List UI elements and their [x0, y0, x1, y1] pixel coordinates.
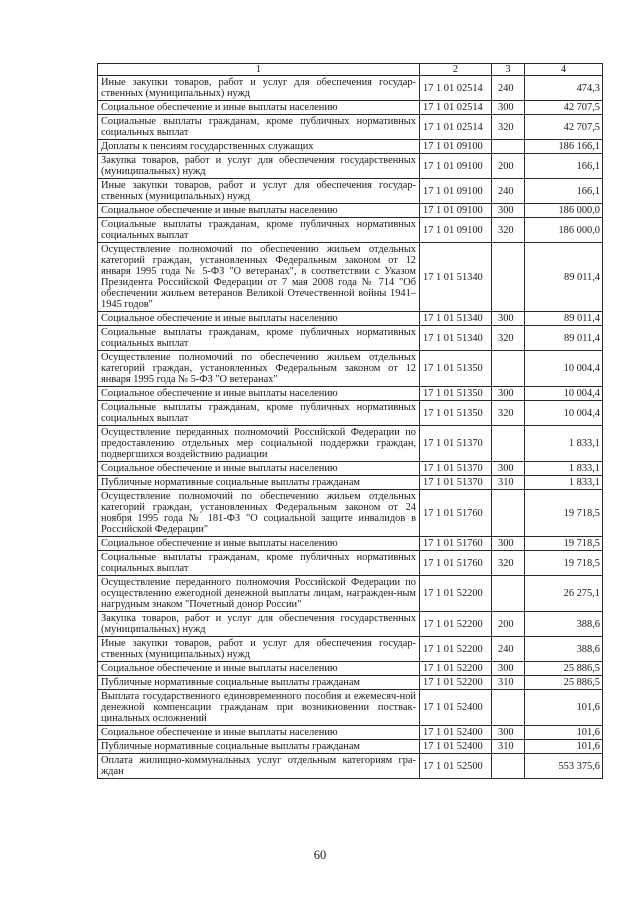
table-row: [98, 115, 603, 140]
row-amount-cell: 186 000,0: [525, 204, 603, 218]
row-type-cell: 320: [492, 401, 525, 426]
row-type-cell: 320: [492, 218, 525, 243]
row-type-cell: 240: [492, 179, 525, 204]
row-name-cell: Закупка товаров, работ и услуг для обеспечения государственных (муниципальных) нужд: [98, 612, 420, 637]
table-row: [98, 76, 603, 101]
row-amount-cell: 25 886,5: [525, 676, 603, 690]
row-amount-cell: 42 707,5: [525, 101, 603, 115]
row-type-cell: 320: [492, 551, 525, 576]
row-code-cell: 17 1 01 51370: [420, 462, 492, 476]
row-code-cell: 17 1 01 51350: [420, 401, 492, 426]
row-type-cell: 200: [492, 612, 525, 637]
row-type-cell: 300: [492, 537, 525, 551]
table-row: [98, 101, 603, 115]
column-header-code: 2: [420, 64, 492, 76]
row-name-cell: Иные закупки товаров, работ и услуг для обеспечения государ-ственных (муниципальных) нужд: [98, 76, 420, 101]
row-code-cell: 17 1 01 52200: [420, 576, 492, 612]
row-name-cell: Иные закупки товаров, работ и услуг для обеспечения государ-ственных (муниципальных) нужд: [98, 637, 420, 662]
row-amount-cell: 101,6: [525, 690, 603, 726]
table-row: [98, 576, 603, 612]
row-type-cell: 310: [492, 476, 525, 490]
row-name-cell: Оплата жилищно-коммунальных услуг отдельным категориям гра-ждан: [98, 754, 420, 779]
row-name-cell: Осуществление полномочий по обеспечению жильем отдельных категорий граждан, установленных Федеральным законом от 12 января 1995 года № 5-ФЗ "О ветеранах", в соответствии с Указом Президента Российской Федерации от 7 мая 2008 года № 714 "Об обеспечении жильем ветеранов Великой Отечественной войны 1941–1945 годов": [98, 243, 420, 312]
table-header-row: [98, 64, 603, 76]
page-number: 60: [313, 848, 327, 862]
table-row: [98, 154, 603, 179]
row-code-cell: 17 1 01 02514: [420, 101, 492, 115]
row-code-cell: 17 1 01 09100: [420, 154, 492, 179]
table-row: [98, 312, 603, 326]
row-amount-cell: 553 375,6: [525, 754, 603, 779]
row-type-cell: 310: [492, 676, 525, 690]
row-amount-cell: 388,6: [525, 637, 603, 662]
row-code-cell: 17 1 01 09100: [420, 140, 492, 154]
table-row: [98, 740, 603, 754]
row-type-cell: 310: [492, 740, 525, 754]
row-code-cell: 17 1 01 09100: [420, 179, 492, 204]
row-name-cell: Социальные выплаты гражданам, кроме публичных нормативных социальных выплат: [98, 401, 420, 426]
row-amount-cell: 166,1: [525, 179, 603, 204]
table-row: [98, 204, 603, 218]
row-code-cell: 17 1 01 52400: [420, 740, 492, 754]
row-type-cell: 240: [492, 637, 525, 662]
row-code-cell: 17 1 01 51370: [420, 426, 492, 462]
row-name-cell: Выплата государственного единовременного пособия и ежемесяч-ной денежной компенсации гражданам при возникновении поствак-цинальных осложнений: [98, 690, 420, 726]
row-name-cell: Социальные выплаты гражданам, кроме публичных нормативных социальных выплат: [98, 326, 420, 351]
row-code-cell: 17 1 01 02514: [420, 76, 492, 101]
row-amount-cell: 1 833,1: [525, 462, 603, 476]
row-name-cell: Публичные нормативные социальные выплаты гражданам: [98, 740, 420, 754]
row-name-cell: Публичные нормативные социальные выплаты гражданам: [98, 476, 420, 490]
budget-table-body: [98, 64, 603, 779]
row-type-cell: [492, 243, 525, 312]
row-name-cell: Социальное обеспечение и иные выплаты населению: [98, 312, 420, 326]
row-name-cell: Социальные выплаты гражданам, кроме публичных нормативных социальных выплат: [98, 551, 420, 576]
table-row: [98, 551, 603, 576]
row-code-cell: 17 1 01 51760: [420, 490, 492, 537]
row-name-cell: Социальные выплаты гражданам, кроме публичных нормативных социальных выплат: [98, 218, 420, 243]
row-type-cell: 200: [492, 154, 525, 179]
row-name-cell: Социальное обеспечение и иные выплаты населению: [98, 387, 420, 401]
row-type-cell: [492, 490, 525, 537]
row-type-cell: 300: [492, 312, 525, 326]
table-row: [98, 387, 603, 401]
row-type-cell: [492, 690, 525, 726]
row-code-cell: 17 1 01 02514: [420, 115, 492, 140]
row-type-cell: 300: [492, 462, 525, 476]
row-type-cell: 300: [492, 726, 525, 740]
row-code-cell: 17 1 01 51760: [420, 551, 492, 576]
row-amount-cell: 1 833,1: [525, 426, 603, 462]
row-name-cell: Публичные нормативные социальные выплаты гражданам: [98, 676, 420, 690]
row-name-cell: Осуществление переданного полномочия Российской Федерации по осуществлению ежегодной денежной выплаты лицам, награжден-ным нагрудным знаком "Почетный донор России": [98, 576, 420, 612]
table-row: [98, 612, 603, 637]
row-code-cell: 17 1 01 51340: [420, 326, 492, 351]
row-type-cell: [492, 351, 525, 387]
row-code-cell: 17 1 01 52400: [420, 690, 492, 726]
column-header-type: 3: [492, 64, 525, 76]
row-amount-cell: 186 166,1: [525, 140, 603, 154]
table-row: [98, 218, 603, 243]
table-row: [98, 179, 603, 204]
row-name-cell: Социальное обеспечение и иные выплаты населению: [98, 204, 420, 218]
row-amount-cell: 474,3: [525, 76, 603, 101]
row-amount-cell: 10 004,4: [525, 401, 603, 426]
row-amount-cell: 25 886,5: [525, 662, 603, 676]
row-name-cell: Социальное обеспечение и иные выплаты населению: [98, 537, 420, 551]
row-code-cell: 17 1 01 51340: [420, 312, 492, 326]
row-amount-cell: 19 718,5: [525, 551, 603, 576]
row-amount-cell: 10 004,4: [525, 387, 603, 401]
table-row: [98, 490, 603, 537]
table-row: [98, 726, 603, 740]
row-name-cell: Осуществление переданных полномочий Российской Федерации по предоставлению отдельных мер социальной поддержки граждан, подвергшихся воздействию радиации: [98, 426, 420, 462]
row-type-cell: 320: [492, 115, 525, 140]
row-code-cell: 17 1 01 51340: [420, 243, 492, 312]
table-row: [98, 351, 603, 387]
table-row: [98, 676, 603, 690]
table-row: [98, 243, 603, 312]
row-code-cell: 17 1 01 52500: [420, 754, 492, 779]
row-amount-cell: 101,6: [525, 726, 603, 740]
row-amount-cell: 26 275,1: [525, 576, 603, 612]
row-amount-cell: 10 004,4: [525, 351, 603, 387]
row-name-cell: Социальное обеспечение и иные выплаты населению: [98, 662, 420, 676]
table-row: [98, 326, 603, 351]
row-name-cell: Социальные выплаты гражданам, кроме публичных нормативных социальных выплат: [98, 115, 420, 140]
row-code-cell: 17 1 01 09100: [420, 218, 492, 243]
row-name-cell: Осуществление полномочий по обеспечению жильем отдельных категорий граждан, установленных Федеральным законом от 24 ноября 1995 года № 181-ФЗ "О социальной защите инвалидов в Российской Федерации": [98, 490, 420, 537]
row-type-cell: 320: [492, 326, 525, 351]
table-row: [98, 637, 603, 662]
row-amount-cell: 89 011,4: [525, 312, 603, 326]
row-name-cell: Осуществление полномочий по обеспечению жильем отдельных категорий граждан, установленных Федеральным законом от 12 января 1995 года № 5-ФЗ "О ветеранах": [98, 351, 420, 387]
row-amount-cell: 186 000,0: [525, 218, 603, 243]
table-row: [98, 690, 603, 726]
row-code-cell: 17 1 01 52400: [420, 726, 492, 740]
row-name-cell: Доплаты к пенсиям государственных служащих: [98, 140, 420, 154]
row-name-cell: Социальное обеспечение и иные выплаты населению: [98, 726, 420, 740]
table-row: [98, 662, 603, 676]
row-amount-cell: 42 707,5: [525, 115, 603, 140]
row-amount-cell: 101,6: [525, 740, 603, 754]
table-row: [98, 140, 603, 154]
table-row: [98, 754, 603, 779]
row-amount-cell: 388,6: [525, 612, 603, 637]
row-name-cell: Иные закупки товаров, работ и услуг для обеспечения государ-ственных (муниципальных) нужд: [98, 179, 420, 204]
row-type-cell: 300: [492, 204, 525, 218]
row-type-cell: 240: [492, 76, 525, 101]
row-type-cell: 300: [492, 662, 525, 676]
row-name-cell: Закупка товаров, работ и услуг для обеспечения государственных (муниципальных) нужд: [98, 154, 420, 179]
row-type-cell: [492, 426, 525, 462]
row-code-cell: 17 1 01 52200: [420, 637, 492, 662]
budget-table: [97, 63, 603, 779]
row-amount-cell: 89 011,4: [525, 243, 603, 312]
column-header-amount: 4: [525, 64, 603, 76]
row-code-cell: 17 1 01 51370: [420, 476, 492, 490]
row-type-cell: [492, 576, 525, 612]
row-amount-cell: 19 718,5: [525, 537, 603, 551]
row-type-cell: 300: [492, 387, 525, 401]
row-code-cell: 17 1 01 51350: [420, 351, 492, 387]
row-amount-cell: 1 833,1: [525, 476, 603, 490]
row-type-cell: [492, 754, 525, 779]
table-row: [98, 462, 603, 476]
row-code-cell: 17 1 01 51760: [420, 537, 492, 551]
row-code-cell: 17 1 01 51350: [420, 387, 492, 401]
row-type-cell: 300: [492, 101, 525, 115]
row-name-cell: Социальное обеспечение и иные выплаты населению: [98, 462, 420, 476]
row-amount-cell: 89 011,4: [525, 326, 603, 351]
row-type-cell: [492, 140, 525, 154]
table-row: [98, 401, 603, 426]
row-code-cell: 17 1 01 52200: [420, 662, 492, 676]
row-amount-cell: 166,1: [525, 154, 603, 179]
row-code-cell: 17 1 01 52200: [420, 612, 492, 637]
row-code-cell: 17 1 01 52200: [420, 676, 492, 690]
row-code-cell: 17 1 01 09100: [420, 204, 492, 218]
table-row: [98, 426, 603, 462]
row-name-cell: Социальное обеспечение и иные выплаты населению: [98, 101, 420, 115]
table-row: [98, 537, 603, 551]
column-header-name: 1: [98, 64, 420, 76]
table-row: [98, 476, 603, 490]
row-amount-cell: 19 718,5: [525, 490, 603, 537]
